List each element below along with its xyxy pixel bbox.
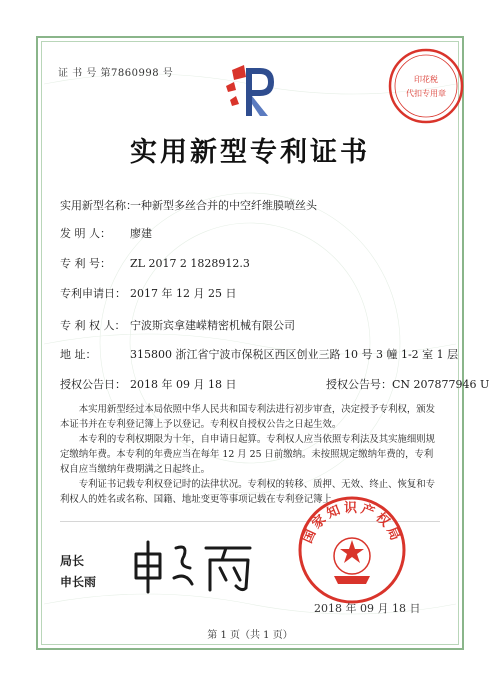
label-grant-number: 授权公告号： <box>326 378 392 391</box>
label-patentee: 专 利 权 人： <box>60 319 126 332</box>
label-address: 地 址： <box>60 348 97 361</box>
value-address: 315800 浙江省宁波市保税区西区创业三路 10 号 3 幢 1-2 室 1 层 <box>130 348 459 361</box>
value-patentee: 宁波斯宾拿建嵘精密机械有限公司 <box>130 319 295 332</box>
paragraph-term-and-fees: 本专利的专利权期限为十年，自申请日起算。专利权人应当依照专利法及其实施细则规定缴纳年费。本专利的年费应当在每年 12 月 25 日前缴纳。未按照规定缴纳年费的，专利权自应当缴纳年费期满之日起终止。 <box>60 434 436 475</box>
value-grant-number: CN 207877946 U <box>392 378 490 391</box>
value-patent-number: ZL 2017 2 1828912.3 <box>130 257 250 270</box>
handwritten-signature-icon <box>130 538 260 594</box>
paragraph-grant-decision: 本实用新型经过本局依照中华人民共和国专利法进行初步审查，决定授予专利权，颁发本证书并在专利登记簿上予以登记。专利权自授权公告之日起生效。 <box>60 404 436 430</box>
stamp-duty-seal-icon <box>386 46 466 126</box>
value-inventor: 廖建 <box>130 227 152 240</box>
value-grant-date: 2018 年 09 月 18 日 <box>130 378 237 391</box>
grant-number-pair <box>326 377 489 393</box>
corner-seal-text-2: 代扣专用章 <box>406 89 446 98</box>
label-inventor: 发 明 人： <box>60 227 111 240</box>
label-name: 实用新型名称： <box>60 199 137 212</box>
patent-office-emblem-icon <box>222 60 284 122</box>
seal-top-text: 国家知识产权局 <box>300 501 404 546</box>
page-footer: 第 1 页（共 1 页） <box>207 630 293 641</box>
corner-seal-text-1: 印花税 <box>414 75 438 84</box>
signature-name-label: 申长雨 <box>60 575 97 589</box>
paragraph-legal-status: 专利证书记载专利权登记时的法律状况。专利权的转移、质押、无效、终止、恢复和专利权人的姓名或名称、国籍、地址变更等事项记载在专利登记簿上。 <box>60 479 436 505</box>
signature-title-label: 局长 <box>60 554 85 568</box>
value-filing-date: 2017 年 12 月 25 日 <box>130 287 237 300</box>
value-name: 一种新型多丝合并的中空纤维膜喷丝头 <box>130 199 317 212</box>
certificate-title: 实用新型专利证书 <box>130 137 370 168</box>
label-patent-number: 专 利 号： <box>60 257 111 270</box>
label-grant-date: 授权公告日： <box>60 378 126 391</box>
certificate-number: 证 书 号 第7860998 号 <box>58 68 174 79</box>
seal-date: 2018 年 09 月 18 日 <box>314 602 421 615</box>
label-filing-date: 专利申请日： <box>60 287 126 300</box>
official-seal-icon <box>296 494 408 606</box>
